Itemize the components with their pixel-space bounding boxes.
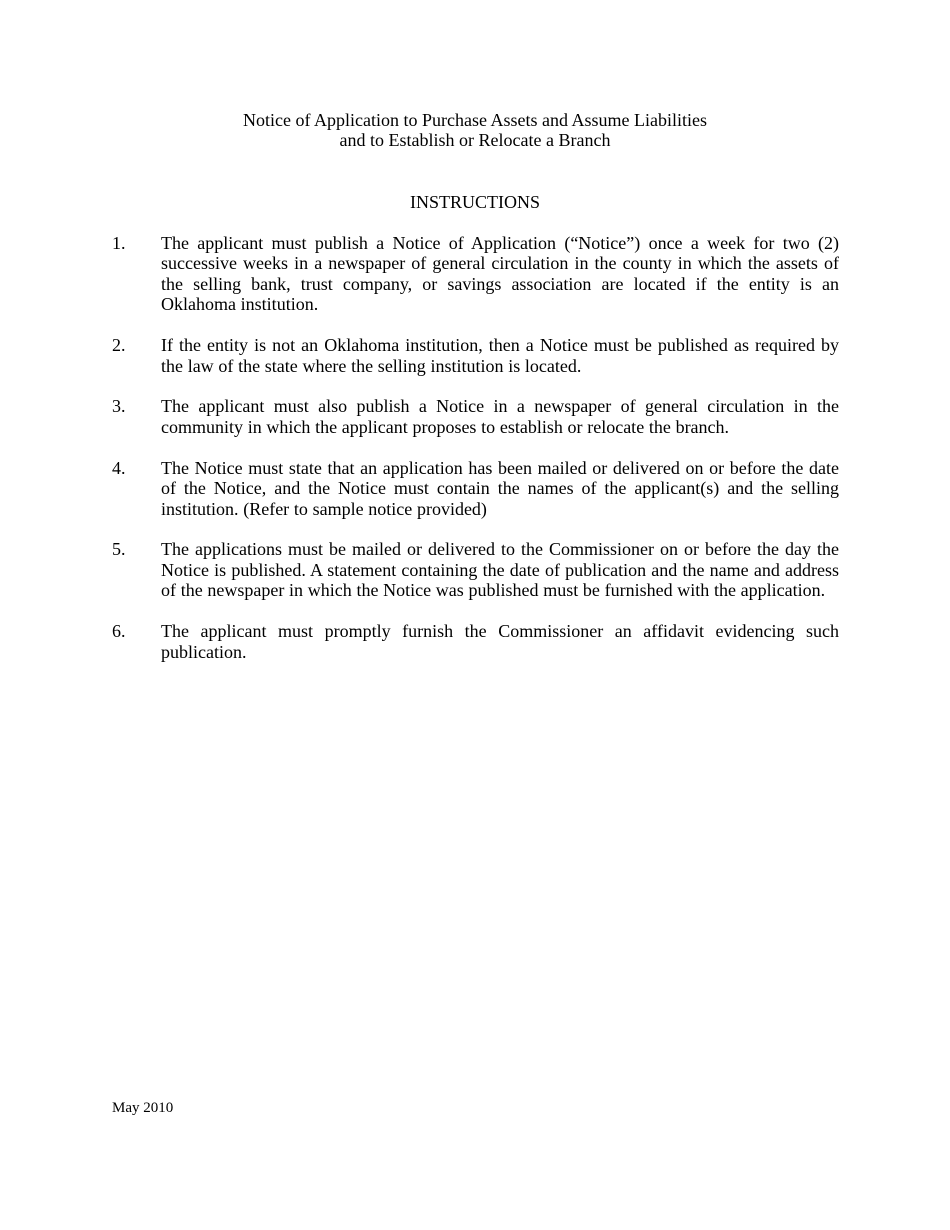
instruction-text: The applications must be mailed or delivered to the Commissioner on or before the day the Notice is published. A statement containing the date of publication and the name and address of the newspaper in which the Notice was published must be furnished with the application. xyxy=(161,539,839,601)
instruction-item-5 xyxy=(112,539,839,600)
instruction-text: The applicant must publish a Notice of Application (“Notice”) once a week for two (2) successive weeks in a newspaper of general circulation in the county in which the assets of the selling bank, trust company, or savings association are located if the entity is an Oklahoma institution. xyxy=(161,233,839,315)
instruction-item-2 xyxy=(112,335,839,376)
instructions-list xyxy=(112,233,839,683)
instruction-text: The Notice must state that an application has been mailed or delivered on or before the date of the Notice, and the Notice must contain the names of the applicant(s) and the selling institution. (Refer to sample notice provided) xyxy=(161,457,839,519)
instruction-item-3 xyxy=(112,396,839,437)
instruction-item-4 xyxy=(112,458,839,519)
instruction-text: The applicant must also publish a Notice in a newspaper of general circulation in the community in which the applicant proposes to establish or relocate the branch. xyxy=(161,396,839,437)
document-title xyxy=(0,110,950,150)
instruction-item-6 xyxy=(112,621,839,662)
instructions-heading: INSTRUCTIONS xyxy=(409,192,540,212)
instruction-item-1 xyxy=(112,233,839,315)
footer-date: May 2010 xyxy=(112,1100,174,1116)
instruction-number: 5. xyxy=(112,539,126,560)
title-line-2: and to Establish or Relocate a Branch xyxy=(339,130,611,150)
instruction-number: 4. xyxy=(112,457,126,478)
instruction-text: If the entity is not an Oklahoma institution, then a Notice must be published as required by the law of the state where the selling institution is located. xyxy=(161,335,839,376)
instruction-text: The applicant must promptly furnish the Commissioner an affidavit evidencing such publication. xyxy=(161,621,839,662)
instruction-number: 3. xyxy=(112,396,126,417)
instruction-number: 6. xyxy=(112,621,126,642)
title-line-1: Notice of Application to Purchase Assets and Assume Liabilities xyxy=(243,110,707,130)
instruction-number: 2. xyxy=(112,335,126,356)
instruction-number: 1. xyxy=(112,233,126,253)
